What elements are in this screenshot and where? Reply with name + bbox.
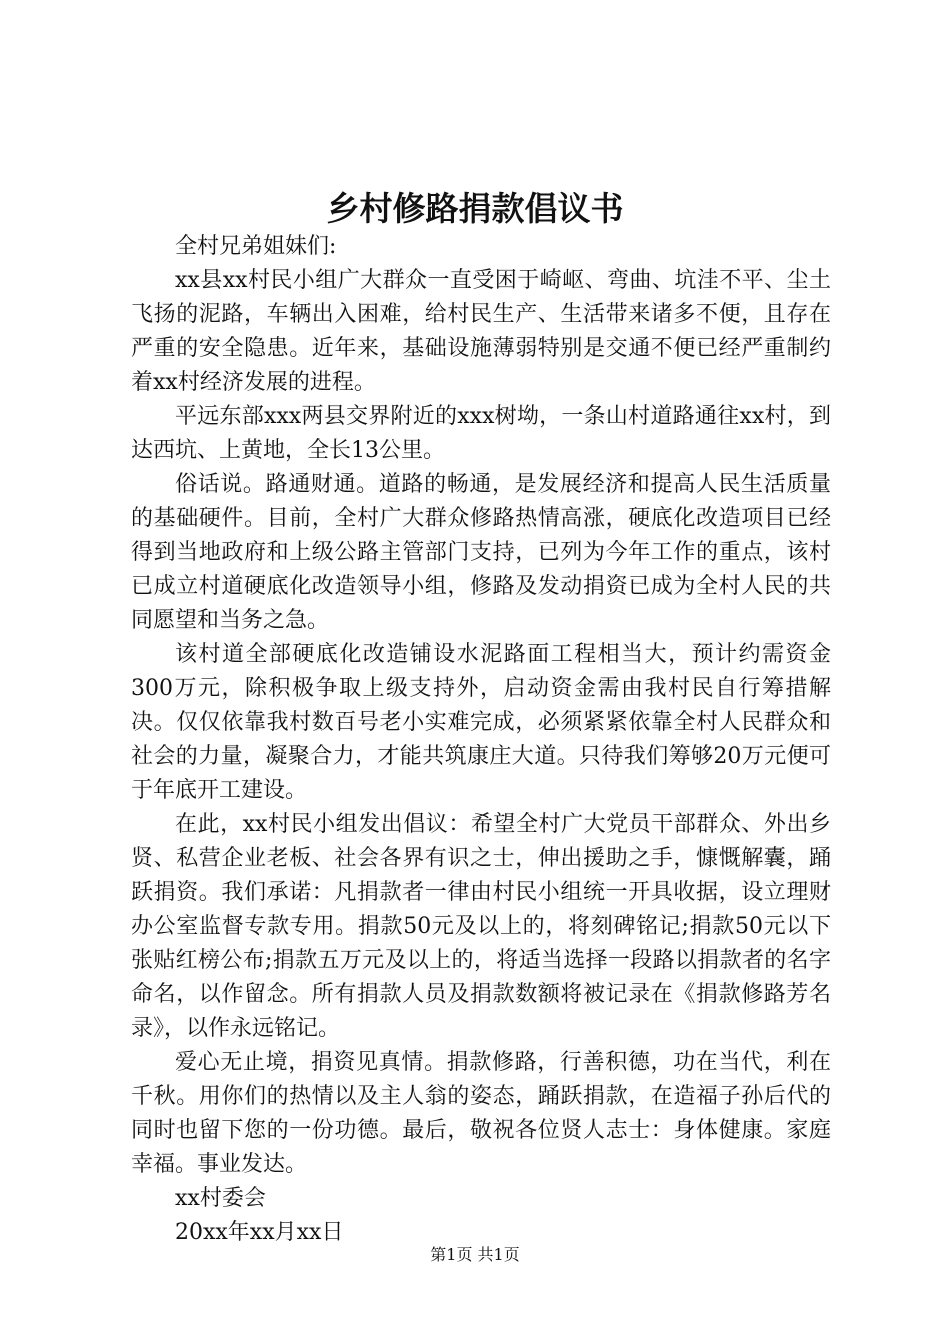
signature: xx村委会 xyxy=(175,1186,266,1211)
paragraph-importance: 俗话说。路通财通。道路的畅通，是发展经济和提高人民生活质量的基础硬件。目前，全村广大群众修路热情高涨，硬底化改造项目已经得到当地政府和上级公路主管部门支持，已列为今年工作的重点，该村已成立村道硬底化改造领导小组，修路及发动捐资已成为全村人民的共同愿望和当务之急。 xyxy=(131,472,831,633)
paragraph-proposal: 在此，xx村民小组发出倡议：希望全村广大党员干部群众、外出乡贤、私营企业老板、社会各界有识之士，伸出援助之手，慷慨解囊，踊跃捐资。我们承诺：凡捐款者一律由村民小组统一开具收据，设立理财办公室监督专款专用。捐款50元及以上的，将刻碑铭记;捐款50元以下张贴红榜公布;捐款五万元及以上的，将适当选择一段路以捐款者的名字命名，以作留念。所有捐款人员及捐款数额将被记录在《捐款修路芳名录》，以作永远铭记。 xyxy=(131,812,831,1041)
paragraph-road-location: 平远东部xxx两县交界附近的xxx树坳，一条山村道路通往xx村，到达西坑、上黄地，全长13公里。 xyxy=(131,404,831,463)
salutation: 全村兄弟姐妹们: xyxy=(175,234,337,259)
paragraph-closing: 爱心无止境，捐资见真情。捐款修路，行善积德，功在当代，利在千秋。用你们的热情以及主人翁的姿态，踊跃捐款，在造福子孙后代的同时也留下您的一份功德。最后，敬祝各位贤人志士：身体健康。家庭幸福。事业发达。 xyxy=(131,1050,831,1177)
paragraph-background: xx县xx村民小组广大群众一直受困于崎岖、弯曲、坑洼不平、尘土飞扬的泥路，车辆出入困难，给村民生产、生活带来诸多不便，且存在严重的安全隐患。近年来，基础设施薄弱特别是交通不便已经严重制约着xx村经济发展的进程。 xyxy=(131,268,831,395)
page-footer: 第1页 共1页 xyxy=(430,1245,520,1264)
date: 20xx年xx月xx日 xyxy=(175,1220,344,1245)
paragraph-funding: 该村道全部硬底化改造铺设水泥路面工程相当大，预计约需资金300万元，除积极争取上级支持外，启动资金需由我村民自行筹措解决。仅仅依靠我村数百号老小实难完成，必须紧紧依靠全村人民群众和社会的力量，凝聚合力，才能共筑康庄大道。只待我们筹够20万元便可于年底开工建设。 xyxy=(131,642,831,803)
page-title: 乡村修路捐款倡议书 xyxy=(326,189,624,228)
document-body xyxy=(131,230,831,1250)
